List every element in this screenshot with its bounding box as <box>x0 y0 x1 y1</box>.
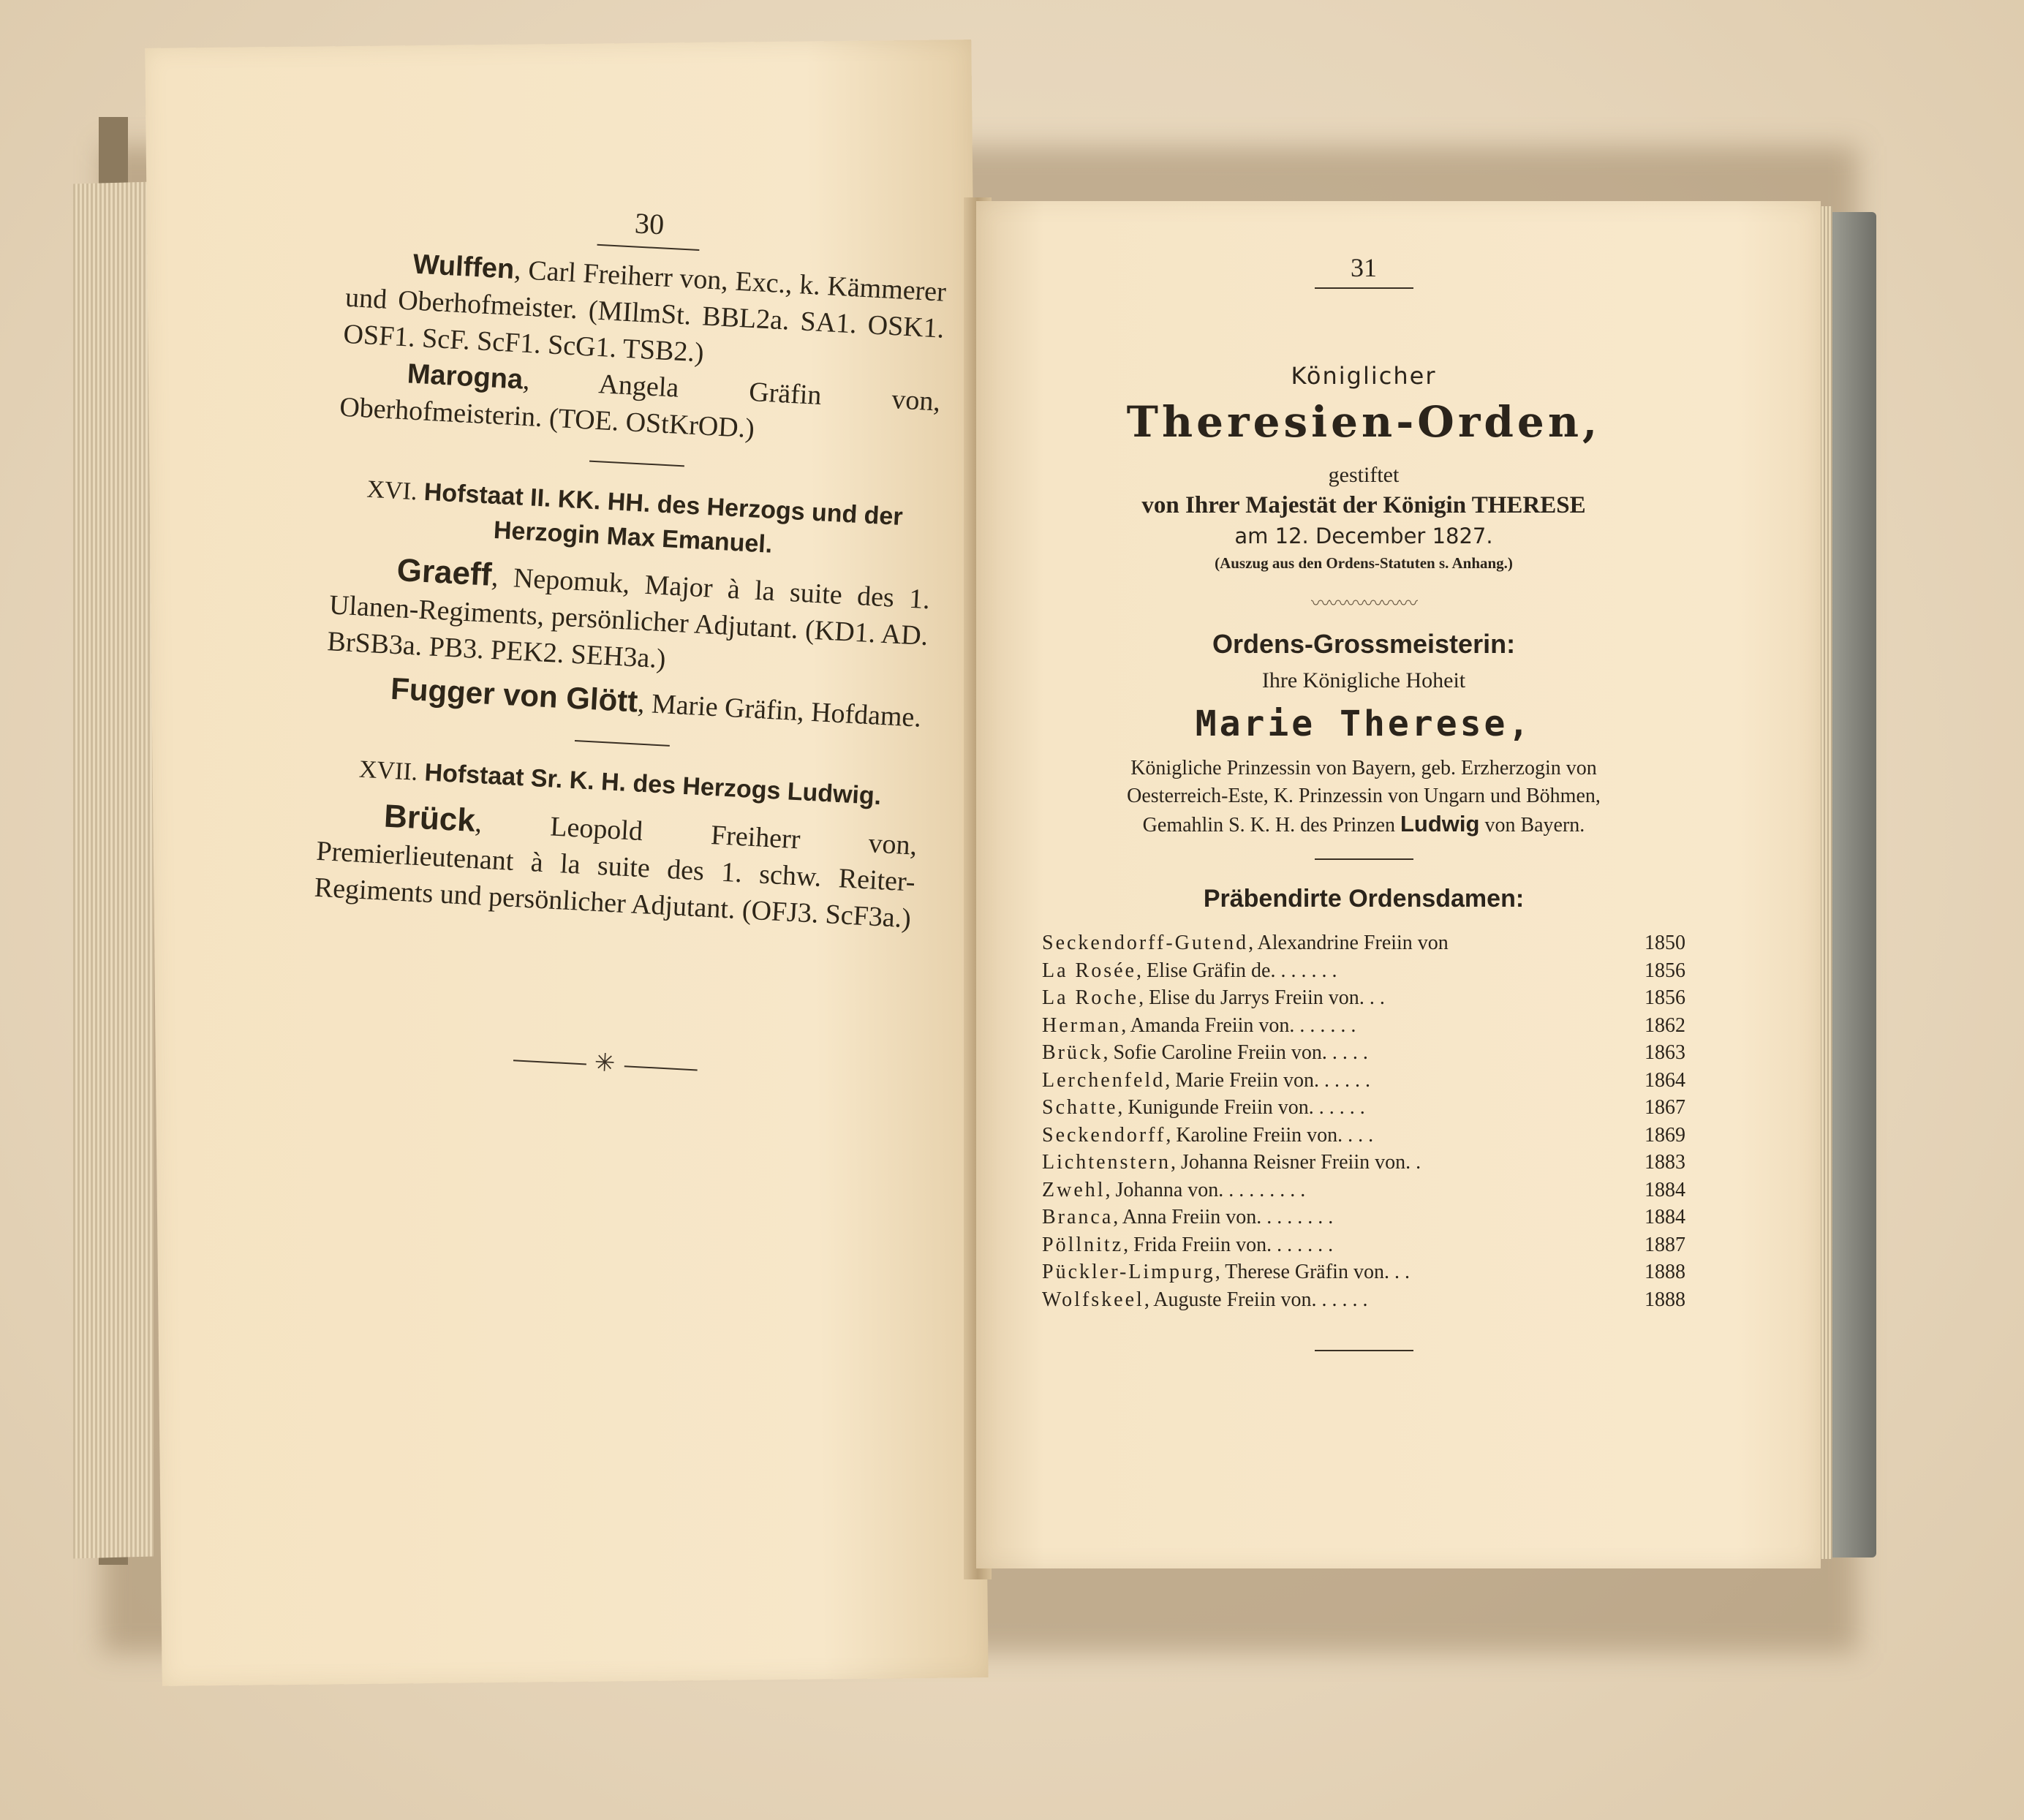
page-number-right: 31 <box>1351 253 1377 282</box>
entry-text: , Marie Gräfin, Hofdame. <box>637 687 922 733</box>
section-numeral: XVI. <box>366 475 418 506</box>
order-kicker: Königlicher <box>1291 362 1437 390</box>
list-item: Pückler-Limpurg , Therese Gräfin von . . . 1888 <box>1042 1261 1685 1283</box>
description-line: Königliche Prinzessin von Bayern, geb. Erzherzogin von <box>1130 757 1597 779</box>
members-heading: Präbendirte Ordensdamen: <box>1203 885 1525 913</box>
entry-name: Fugger von Glött <box>390 671 639 719</box>
order-note: (Auszug aus den Ordens-Statuten s. Anhang.) <box>1215 554 1513 572</box>
entry-brueck <box>314 795 918 937</box>
section-divider <box>1315 858 1413 860</box>
section-divider <box>575 740 670 747</box>
list-item: Lerchenfeld , Marie Freiin von . . . . . . 1864 <box>1042 1068 1685 1092</box>
entry-text: , Carl Freiherr von, Exc., k. Kämmerer und Oberhofmeister. (MIlmSt. BBL2a. SA1. OSK1. OSF1. ScF. ScF1. ScG1. TSB2.) <box>342 254 947 369</box>
entry-text: , Angela Gräfin von, Oberhofmeisterin. (TOE. OStKrOD.) <box>339 364 942 445</box>
section-title: Hofstaat Sr. K. H. des Herzogs Ludwig. <box>423 758 883 811</box>
order-founded: gestiftet <box>1328 463 1400 487</box>
entry-text: , Leopold Freiherr von, Premierlieutenant à la suite des 1. schw. Reiter-Regiments und persönlicher Adjutant. (OFJ3. ScF3a.) <box>313 807 918 934</box>
order-date: am 12. December 1827. <box>1234 524 1493 548</box>
list-item: Wolfskeel , Auguste Freiin von . . . . . . 1888 <box>1042 1288 1685 1311</box>
entry-name: Graeff <box>396 552 493 593</box>
members-list <box>1042 929 1685 1313</box>
section-divider <box>589 461 684 467</box>
list-item: Lichtenstern , Johanna Reisner Freiin von . . 1883 <box>1042 1151 1685 1174</box>
list-item: Zwehl , Johanna von . . . . . . . . . 1884 <box>1042 1178 1685 1201</box>
entry-text: , Nepomuk, Major à la suite des 1. Ulanen-Regiments, persönlicher Adjutant. (KD1. AD. BrSB3a. PB3. PEK2. SEH3a.) <box>326 561 931 675</box>
list-item: Seckendorff , Karoline Freiin von . . . . 1869 <box>1042 1123 1685 1147</box>
left-page-text <box>305 190 950 1098</box>
list-item: Branca , Anna Freiin von . . . . . . . . 1884 <box>1042 1206 1685 1228</box>
list-item: Seckendorff-Gutend , Alexandrine Freiin von 1850 <box>1042 932 1685 954</box>
page-number-left: 30 <box>634 206 665 241</box>
grandmaster-name: Marie Therese, <box>1195 703 1533 744</box>
entry-name: Wulffen <box>412 249 516 285</box>
order-title: Theresien-Orden, <box>1126 397 1601 447</box>
order-founder: von Ihrer Majestät der Königin THERESE <box>1141 492 1586 518</box>
list-item: Schatte , Kunigunde Freiin von . . . . . . 1867 <box>1042 1096 1685 1119</box>
grandmaster-title: Ihre Königliche Hoheit <box>1261 668 1466 692</box>
section-numeral: XVII. <box>358 755 419 786</box>
left-page-stack <box>73 182 154 1559</box>
wave-divider: 〰〰〰〰〰〰 <box>1310 593 1416 614</box>
page-number-rule <box>597 244 699 251</box>
end-divider <box>1315 1350 1413 1351</box>
entry-name: Marogna <box>406 358 524 396</box>
list-item: Pöllnitz , Frida Freiin von . . . . . . . 1887 <box>1042 1233 1685 1256</box>
right-page-text <box>1042 252 1685 1351</box>
grandmaster-description <box>1042 755 1685 839</box>
description-line: Gemahlin S. K. H. des Prinzen Ludwig von Bayern. <box>1142 811 1585 837</box>
fleuron-icon: ✳ <box>593 1049 618 1078</box>
grandmaster-heading: Ordens-Grossmeisterin: <box>1212 629 1516 659</box>
list-item: La Rosée , Elise Gräfin de . . . . . . . 1856 <box>1042 959 1685 982</box>
list-item: Brück , Sofie Caroline Freiin von . . . . . 1863 <box>1042 1041 1685 1064</box>
entry-graeff <box>326 548 931 691</box>
section-title: Hofstaat II. KK. HH. des Herzogs und der Herzogin Max Emanuel. <box>423 477 904 559</box>
list-item: Herman , Amanda Freiin von . . . . . . . 1862 <box>1042 1013 1685 1037</box>
entry-name: Brück <box>382 798 477 839</box>
description-line: Oesterreich-Este, K. Prinzessin von Ungarn und Böhmen, <box>1127 785 1601 807</box>
page-number-rule <box>1315 287 1413 289</box>
list-item: La Roche , Elise du Jarrys Freiin von . . . 1856 <box>1042 986 1685 1009</box>
